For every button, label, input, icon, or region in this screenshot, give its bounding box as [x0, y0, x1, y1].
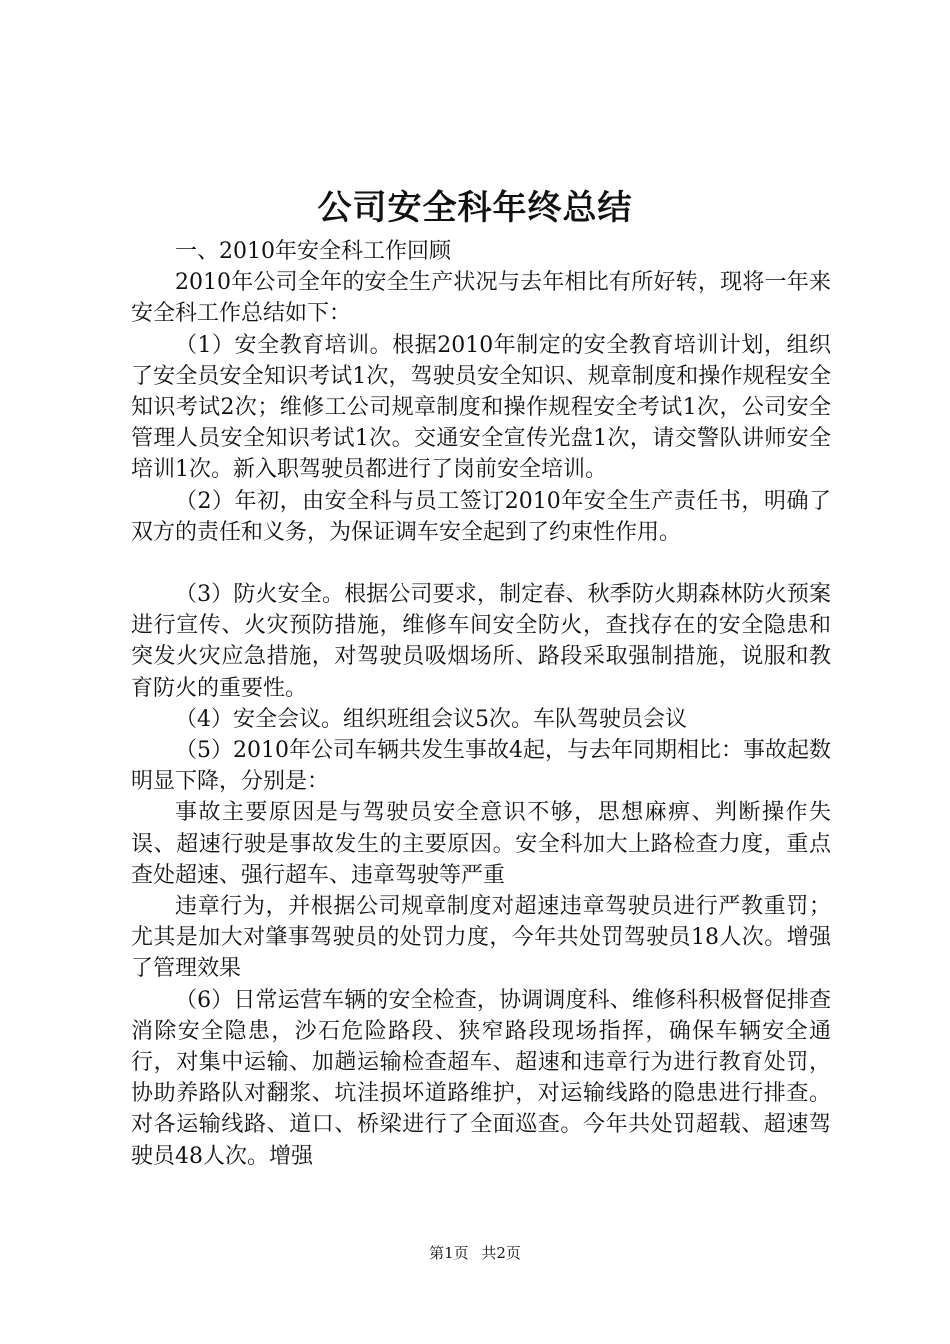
paragraph-accident-causes: 事故主要原因是与驾驶员安全意识不够，思想麻痹、判断操作失误、超速行驶是事故发生的主要原因。安全科加大上路检查力度，重点查处超速、强行超车、违章驾驶等严重 — [131, 800, 831, 888]
section-heading: 一、2010年安全科工作回顾 — [175, 239, 451, 264]
paragraph-item-1: （1）安全教育培训。根据2010年制定的安全教育培训计划，组织了安全员安全知识考试1次，驾驶员安全知识、规章制度和操作规程安全知识考试2次；维修工公司规章制度和操作规程安全考试1次，公司安全管理人员安全知识考试1次。交通安全宣传光盘1次，请交警队讲师安全培训1次。新入职驾驶员都进行了岗前安全培训。 — [131, 332, 831, 483]
paragraph-item-3: （3）防火安全。根据公司要求，制定春、秋季防火期森林防火预案进行宣传、火灾预防措施，维修车间安全防火，查找存在的安全隐患和突发火灾应急措施，对驾驶员吸烟场所、路段采取强制措施，说服和教育防火的重要性。 — [131, 582, 831, 701]
paragraph-item-2: （2）年初，由安全科与员工签订2010年安全生产责任书，明确了双方的责任和义务，为保证调车安全起到了约束性作用。 — [131, 488, 831, 545]
page-number-total: 共2页 — [481, 1244, 521, 1262]
paragraph-intro: 2010年公司全年的安全生产状况与去年相比有所好转，现将一年来安全科工作总结如下： — [131, 270, 831, 327]
paragraph-violations: 违章行为，并根据公司规章制度对超速违章驾驶员进行严教重罚；尤其是加大对肇事驾驶员的处罚力度，今年共处罚驾驶员18人次。增强了管理效果 — [131, 894, 831, 982]
document-body — [131, 236, 831, 1172]
document-title: 公司安全科年终总结 — [317, 188, 633, 228]
paragraph-item-4: （4）安全会议。组织班组会议5次。车队驾驶员会议 — [175, 706, 687, 732]
paragraph-item-6: （6）日常运营车辆的安全检查，协调调度科、维修科积极督促排查消除安全隐患，沙石危险路段、狭窄路段现场指挥，确保车辆安全通行，对集中运输、加趟运输检查超车、超速和违章行为进行教育处罚，协助养路队对翻浆、坑洼损坏道路维护，对运输线路的隐患进行排查。对各运输线路、道口、桥梁进行了全面巡查。今年共处罚超载、超速驾驶员48人次。增强 — [131, 987, 831, 1169]
page-footer — [0, 1243, 950, 1263]
paragraph-item-5: （5）2010年公司车辆共发生事故4起，与去年同期相比：事故起数明显下降，分别是： — [131, 738, 831, 795]
page-number-current: 第1页 — [429, 1244, 469, 1262]
